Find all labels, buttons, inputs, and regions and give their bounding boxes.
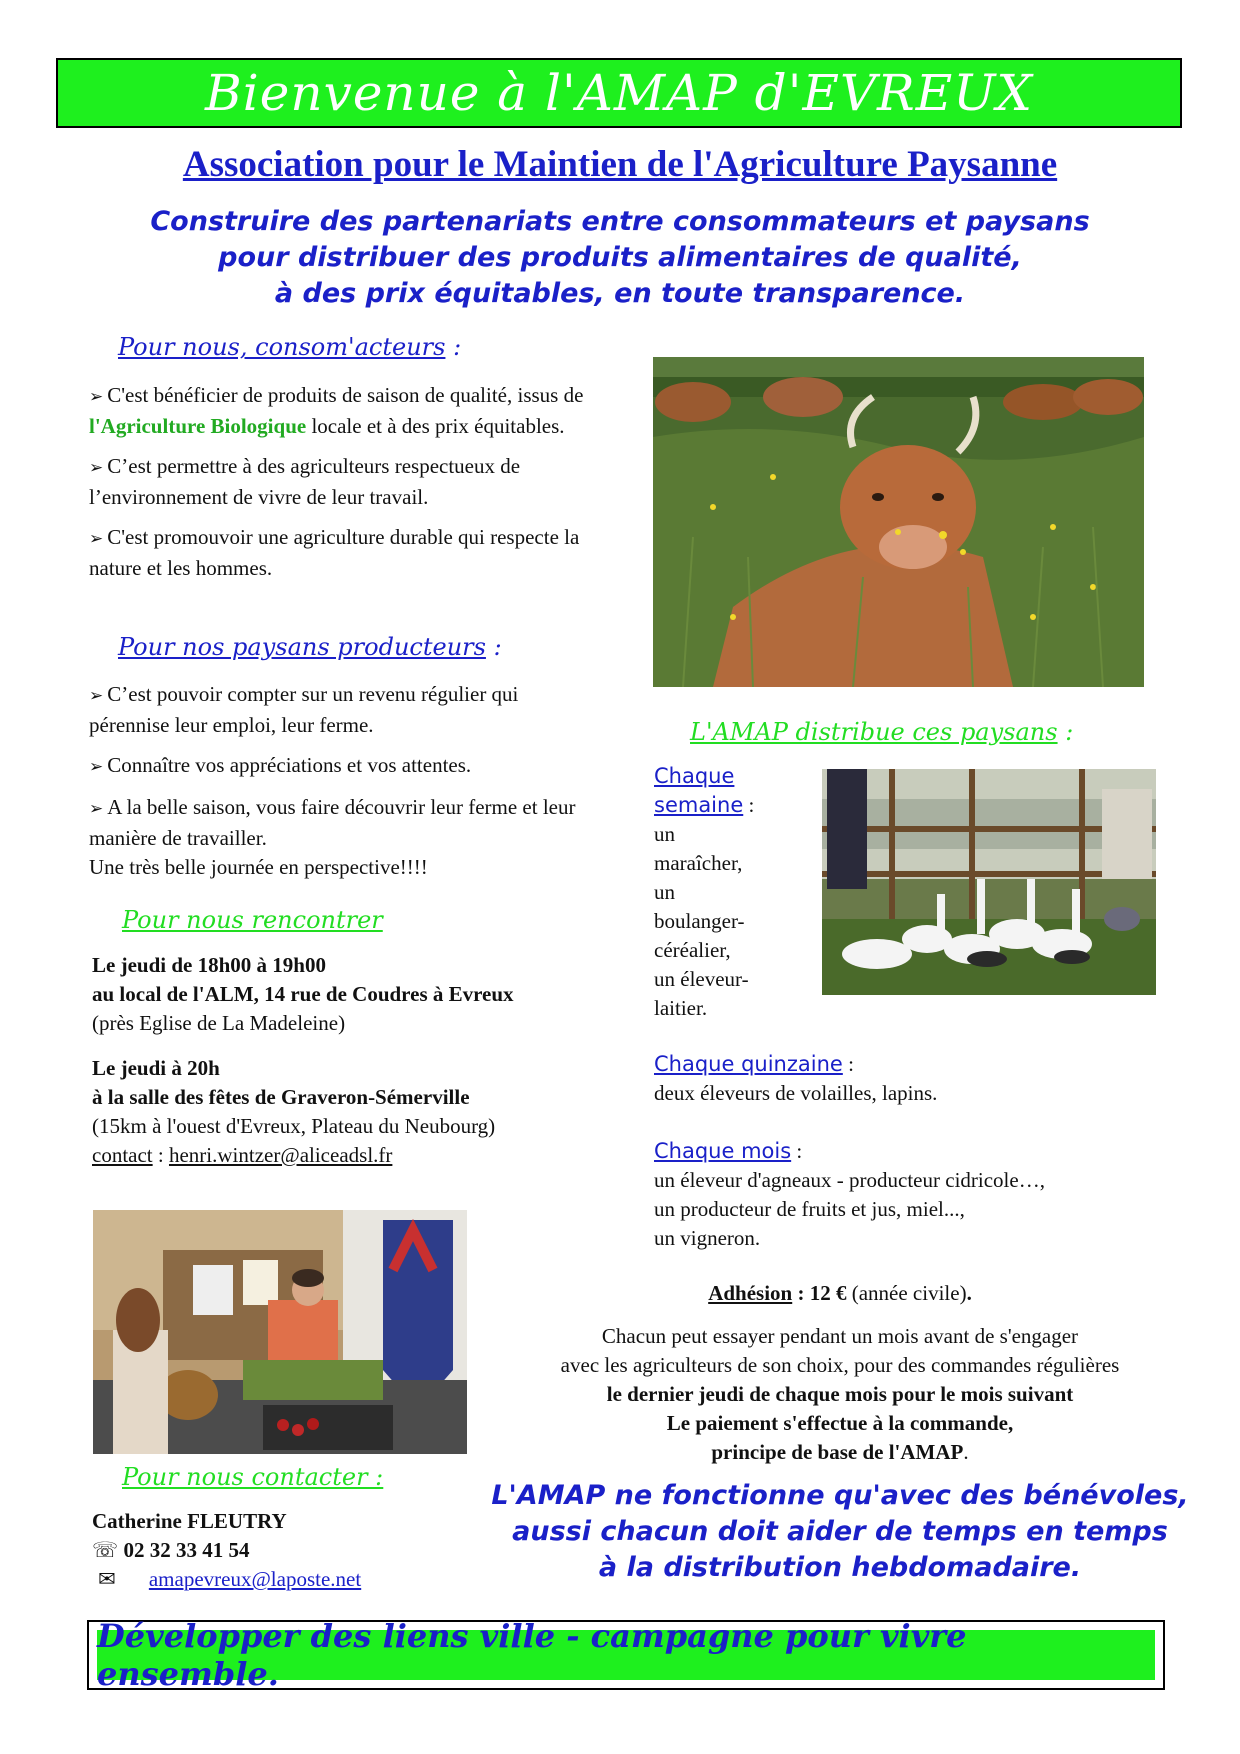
producteurs-perspective: Une très belle journée en perspective!!!! bbox=[89, 855, 428, 879]
distribue-heading: L'AMAP distribue ces paysans bbox=[690, 718, 1058, 746]
rencontrer-info bbox=[92, 951, 632, 1170]
arrow-icon: ➢ bbox=[89, 757, 104, 777]
arrow-icon: ➢ bbox=[89, 529, 104, 549]
contacter-heading-wrap bbox=[122, 1463, 383, 1491]
mois-item: un producteur de fruits et jus, miel..., bbox=[654, 1197, 965, 1221]
agriculture-bio: l'Agriculture Biologique bbox=[89, 414, 307, 438]
producteurs-bullet-3: ➢ A la belle saison, vous faire découvrir leur ferme et leur manière de travailler. Une très belle journée en perspective!!!! bbox=[89, 795, 576, 879]
tagline-line-1: Construire des partenariats entre consommateurs et paysans bbox=[150, 206, 1090, 237]
slogan-banner-inner bbox=[97, 1617, 1155, 1693]
quinzaine-text: deux éleveurs de volailles, lapins. bbox=[654, 1081, 938, 1105]
rencontre-time-1: Le jeudi de 18h00 à 19h00 bbox=[92, 953, 326, 977]
tagline-line-3: à des prix équitables, en toute transparence. bbox=[274, 278, 966, 309]
quinzaine-label-row: Chaque quinzaine : bbox=[654, 1052, 854, 1076]
cow-photo bbox=[653, 357, 1144, 687]
contact-email-link[interactable]: henri.wintzer@aliceadsl.fr bbox=[168, 1143, 393, 1167]
arrow-icon: ➢ bbox=[89, 387, 104, 407]
producteurs-colon: : bbox=[485, 633, 502, 661]
contact-name: Catherine FLEUTRY bbox=[92, 1509, 287, 1533]
adhesion-line-5: principe de base de l'AMAP. bbox=[711, 1440, 969, 1464]
contacter-info bbox=[92, 1507, 542, 1594]
arrow-icon: ➢ bbox=[89, 458, 104, 478]
benevoles-line-1: L'AMAP ne fonctionne qu'avec des bénévoles, bbox=[491, 1480, 1189, 1511]
consomacteurs-heading-wrap bbox=[118, 333, 461, 361]
tagline bbox=[0, 204, 1240, 312]
distribue-heading-wrap bbox=[690, 718, 1073, 746]
market-photo-illustration bbox=[93, 1210, 467, 1454]
ducks-photo bbox=[822, 769, 1156, 995]
page-title: Bienvenue à l'AMAP d'EVREUX bbox=[205, 64, 1033, 122]
adhesion-line-4: Le paiement s'effectue à la commande, bbox=[666, 1411, 1014, 1435]
tagline-line-2: pour distribuer des produits alimentaires de qualité, bbox=[218, 242, 1022, 273]
adhesion-row: Adhésion : 12 € (année civile). bbox=[708, 1281, 972, 1305]
mois-label-row: Chaque mois : bbox=[654, 1139, 803, 1163]
rencontre-note-2: (15km à l'ouest d'Evreux, Plateau du Neubourg) bbox=[92, 1114, 496, 1138]
rencontrer-heading: Pour nous rencontrer bbox=[122, 906, 383, 934]
semaine-item: un bbox=[654, 822, 675, 846]
contact-email-link-2[interactable]: amapevreux@laposte.net bbox=[148, 1567, 362, 1591]
adhesion-line-2: avec les agriculteurs de son choix, pour des commandes régulières bbox=[560, 1353, 1120, 1377]
mois-block bbox=[654, 1137, 1214, 1253]
adhesion-label: Adhésion bbox=[708, 1281, 793, 1305]
adhesion-line-3: le dernier jeudi de chaque mois pour le mois suivant bbox=[606, 1382, 1074, 1406]
mail-icon: ✉ bbox=[98, 1567, 116, 1591]
semaine-item: boulanger- bbox=[654, 909, 745, 933]
contact-phone: 02 32 33 41 54 bbox=[123, 1538, 250, 1562]
consomacteurs-bullet-3: ➢ C'est promouvoir une agriculture durable qui respecte la nature et les hommes. bbox=[89, 525, 580, 580]
chaque-semaine-label-2: semaine bbox=[654, 793, 744, 817]
contacter-heading: Pour nous contacter : bbox=[122, 1463, 384, 1491]
benevoles-line-3: à la distribution hebdomadaire. bbox=[598, 1552, 1082, 1583]
distribue-colon: : bbox=[1057, 718, 1074, 746]
contact-mail-row bbox=[92, 1565, 542, 1594]
rencontre-contact: contact : henri.wintzer@aliceadsl.fr bbox=[92, 1143, 393, 1167]
producteurs-list bbox=[89, 680, 599, 893]
rencontre-note-1: (près Eglise de La Madeleine) bbox=[92, 1011, 346, 1035]
phone-icon: ☏ bbox=[92, 1538, 119, 1562]
association-name: Association pour le Maintien de l'Agriculture Paysanne bbox=[182, 144, 1058, 185]
adhesion-note: (année civile) bbox=[846, 1281, 967, 1305]
consomacteurs-heading: Pour nous, consom'acteurs bbox=[118, 333, 446, 361]
contact-phone-row bbox=[92, 1536, 542, 1565]
rencontrer-heading-wrap bbox=[122, 906, 383, 934]
semaine-label-row-2: semaine : bbox=[654, 793, 755, 817]
consomacteurs-list bbox=[89, 381, 599, 594]
semaine-label-row-1 bbox=[654, 762, 784, 791]
consomacteurs-bullet-1: ➢ C'est bénéficier de produits de saison de qualité, issus de l'Agriculture Biologique locale et à des prix équitables. bbox=[89, 383, 584, 438]
producteurs-heading-wrap bbox=[118, 633, 502, 661]
slogan: Développer des liens ville - campagne pour vivre ensemble. bbox=[97, 1617, 967, 1693]
benevoles-line-2: aussi chacun doit aider de temps en temps bbox=[512, 1516, 1168, 1547]
semaine-item: un éleveur- bbox=[654, 967, 749, 991]
consomacteurs-colon: : bbox=[445, 333, 462, 361]
arrow-icon: ➢ bbox=[89, 686, 104, 706]
mois-item: un vigneron. bbox=[654, 1226, 761, 1250]
slogan-banner bbox=[87, 1617, 1165, 1693]
benevoles-message bbox=[480, 1478, 1200, 1586]
semaine-block bbox=[654, 762, 784, 1023]
title-banner bbox=[56, 58, 1182, 128]
semaine-item: un bbox=[654, 880, 675, 904]
ducks-photo-illustration bbox=[822, 769, 1156, 995]
producteurs-bullet-1: ➢ C’est pouvoir compter sur un revenu régulier qui pérennise leur emploi, leur ferme. bbox=[89, 682, 519, 737]
rencontre-time-2: Le jeudi à 20h bbox=[92, 1056, 220, 1080]
arrow-icon: ➢ bbox=[89, 799, 104, 819]
mois-item: un éleveur d'agneaux - producteur cidricole…, bbox=[654, 1168, 1045, 1192]
semaine-item: laitier. bbox=[654, 996, 708, 1020]
semaine-item: maraîcher, bbox=[654, 851, 743, 875]
chaque-quinzaine-label: Chaque quinzaine bbox=[654, 1052, 843, 1076]
consomacteurs-bullet-2: ➢ C’est permettre à des agriculteurs respectueux de l’environnement de vivre de leur travail. bbox=[89, 454, 521, 509]
chaque-semaine-label-1: Chaque bbox=[654, 764, 735, 788]
quinzaine-block bbox=[654, 1050, 1194, 1108]
rencontre-place-1: au local de l'ALM, 14 rue de Coudres à Evreux bbox=[92, 982, 514, 1006]
market-photo bbox=[93, 1210, 467, 1454]
adhesion-value: : 12 € bbox=[792, 1281, 847, 1305]
rencontre-place-2: à la salle des fêtes de Graveron-Sémerville bbox=[92, 1085, 470, 1109]
producteurs-heading: Pour nos paysans producteurs bbox=[118, 633, 486, 661]
producteurs-bullet-2: ➢ Connaître vos appréciations et vos attentes. bbox=[89, 753, 472, 777]
adhesion-line-1: Chacun peut essayer pendant un mois avant de s'engager bbox=[601, 1324, 1079, 1348]
contact-label: contact bbox=[92, 1143, 153, 1167]
adhesion-block bbox=[480, 1279, 1200, 1467]
chaque-mois-label: Chaque mois bbox=[654, 1139, 792, 1163]
semaine-item: céréalier, bbox=[654, 938, 731, 962]
cow-photo-illustration bbox=[653, 357, 1144, 687]
